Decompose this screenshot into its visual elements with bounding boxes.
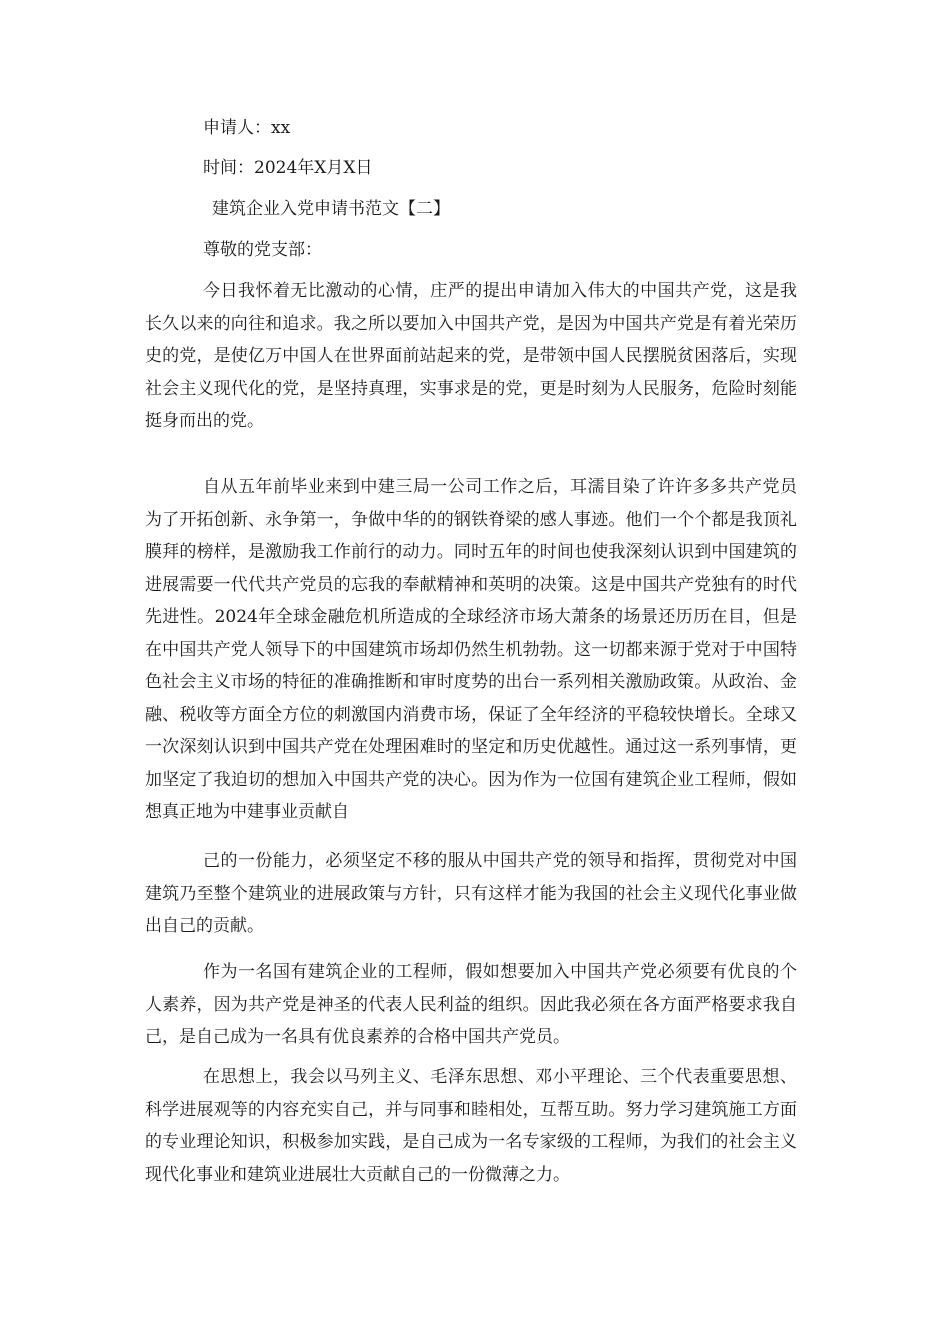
paragraph-5: 在思想上，我会以马列主义、毛泽东思想、邓小平理论、三个代表重要思想、科学进展观等的内容充实自己，并与同事和睦相处，互帮互助。努力学习建筑施工方面的专业理论知识，积极参加实践，是自己成为一名专家级的工程师，为我们的社会主义现代化事业和建筑业进展壮大贡献自己的一份微薄之力。 [145,1067,797,1185]
section-title: 建筑企业入党申请书范文【二】 [212,199,450,219]
paragraph-4: 作为一名国有建筑企业的工程师，假如想要加入中国共产党必须要有优良的个人素养，因为共产党是神圣的代表人民利益的组织。因此我必须在各方面严格要求我自己，是自己成为一名具有优良素养的合格中国共产党员。 [145,962,797,1047]
salutation: 尊敬的党支部： [203,240,322,260]
date-line: 时间：2024年X月X日 [203,158,373,178]
paragraph-2: 自从五年前毕业来到中建三局一公司工作之后，耳濡目染了许许多多共产党员为了开拓创新、永争第一，争做中华的的钢铁脊梁的感人事迹。他们一个个都是我顶礼膜拜的榜样，是激励我工作前行的动力。同时五年的时间也使我深刻认识到中国建筑的进展需要一代代共产党员的忘我的奉献精神和英明的决策。这是中国共产党独有的时代先进性。2024年全球金融危机所造成的全球经济市场大萧条的场景还历历在目，但是在中国共产党人领导下的中国建筑市场却仍然生机勃勃。这一切都来源于党对于中国特色社会主义市场的特征的准确推断和审时度势的出台一系列相关激励政策。从政治、金融、税收等方面全方位的刺激国内消费市场，保证了全年经济的平稳较快增长。全球又一次深刻认识到中国共产党在处理困难时的坚定和历史优越性。通过这一系列事情，更加坚定了我迫切的想加入中国共产党的决心。因为作为一位国有建筑企业工程师，假如想真正地为中建事业贡献自 [145,477,797,822]
applicant-line: 申请人：xx [203,118,291,138]
paragraph-3: 己的一份能力，必须坚定不移的服从中国共产党的领导和指挥，贯彻党对中国建筑乃至整个建筑业的进展政策与方针，只有这样才能为我国的社会主义现代化事业做出自己的贡献。 [145,851,797,936]
paragraph-1: 今日我怀着无比激动的心情，庄严的提出申请加入伟大的中国共产党，这是我长久以来的向往和追求。我之所以要加入中国共产党，是因为中国共产党是有着光荣历史的党，是使亿万中国人在世界面前站起来的党，是带领中国人民摆脱贫困落后，实现社会主义现代化的党，是坚持真理，实事求是的党，更是时刻为人民服务，危险时刻能挺身而出的党。 [145,281,797,431]
